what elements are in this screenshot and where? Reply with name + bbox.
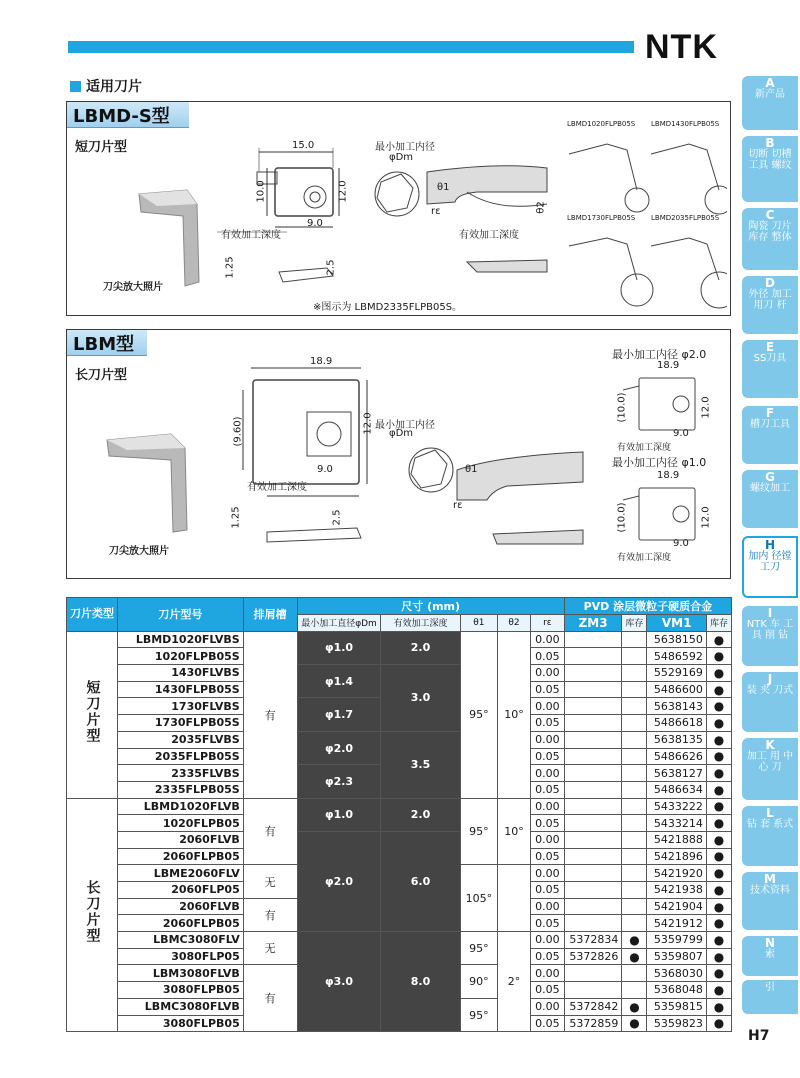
panel-subtitle: 长刀片型 [75, 368, 128, 383]
stock-dot: ● [706, 815, 731, 832]
type-cell: 长刀片型 [67, 798, 118, 1032]
re-cell: 0.00 [531, 998, 565, 1015]
chip-cell: 有 [243, 898, 297, 931]
chip-cell: 无 [243, 865, 297, 898]
model-cell: 2035FLVBS [118, 731, 244, 748]
zm3-code [564, 898, 622, 915]
zm3-code [564, 915, 622, 932]
tip-detail-drawing [397, 430, 587, 550]
index-tab-end[interactable]: 引 [742, 980, 798, 1014]
model-cell: LBMD1020FLVB [118, 798, 244, 815]
stock-dot: ● [706, 998, 731, 1015]
table-row: 短刀片型 LBMD1020FLVBS 有 φ1.0 2.0 95° 10° 0.00 5638150 ● [67, 631, 732, 648]
stock-dot: ● [622, 948, 647, 965]
col-dims: 尺寸 (mm) [297, 598, 564, 615]
stock-dot [622, 882, 647, 899]
table-row: LBME2060FLV 无 105° 0.00 5421920 ● [67, 865, 732, 882]
vm1-code: 5486618 [647, 715, 706, 732]
re-cell: 0.05 [531, 748, 565, 765]
model-cell: 1430FLPB05S [118, 681, 244, 698]
lbmd-s-panel: LBMD-S型 短刀片型 刀尖放大照片 15.0 10.0 12.0 9.0 有效加工深度 1.25 2.5 最小加工内径 φDm θ1 rε θ2 有效加工深度 ※图示为 LBMD2335FLPB05S。 LBMD1020FLPB05S LBMD1430FLPB05S LBMD1730FLPB05S LBMD2035FLPB05S [66, 101, 731, 316]
model-cell: LBME2060FLV [118, 865, 244, 882]
stock-dot [622, 898, 647, 915]
model-cell: 2335FLVBS [118, 765, 244, 782]
index-tab-e[interactable]: E SS刀具 [742, 340, 798, 398]
model-cell: 1020FLPB05 [118, 815, 244, 832]
vm1-code: 5368030 [647, 965, 706, 982]
tip-detail-drawing [357, 142, 557, 292]
vm1-code: 5421912 [647, 915, 706, 932]
stock-dot [622, 848, 647, 865]
stock-dot: ● [706, 948, 731, 965]
stock-dot: ● [622, 932, 647, 949]
stock-dot: ● [706, 698, 731, 715]
stock-dot: ● [706, 982, 731, 999]
index-tab-c[interactable]: C 陶瓷 刀片 库存 整体 [742, 208, 798, 270]
vm1-code: 5421888 [647, 831, 706, 848]
vm1-code: 5359807 [647, 948, 706, 965]
model-cell: 3080FLPB05 [118, 982, 244, 999]
re-cell: 0.00 [531, 731, 565, 748]
stock-dot: ● [706, 631, 731, 648]
square-bullet-icon [70, 81, 81, 92]
re-cell: 0.00 [531, 698, 565, 715]
stock-dot: ● [706, 848, 731, 865]
chip-cell: 有 [243, 965, 297, 1032]
stock-dot [622, 815, 647, 832]
stock-dot: ● [706, 898, 731, 915]
stock-dot: ● [706, 965, 731, 982]
depth-cell: 3.5 [381, 731, 460, 798]
index-tab-n[interactable]: N 索 [742, 936, 798, 976]
re-cell: 0.05 [531, 781, 565, 798]
stock-dot [622, 865, 647, 882]
model-cell: 1730FLPB05S [118, 715, 244, 732]
min-dia-cell: φ1.0 [297, 631, 381, 664]
insert-drawing-top [237, 360, 387, 550]
insert-photo [127, 182, 217, 292]
re-cell: 0.05 [531, 882, 565, 899]
zm3-code [564, 982, 622, 999]
min-dia-cell: φ2.3 [297, 765, 381, 798]
insert-spec-table: 刀片类型 刀片型号 排屑槽 尺寸 (mm) PVD 涂层微粒子硬质合金 最小加工直径φDm 有效加工深度 θ1 θ2 rε ZM3 库存 VM1 库存 短刀片型 LBMD1020FLVBS 有 φ1.0 2.0 95° 10° 0.00 5638150 ● 1020FLPB05S 0.05 5486592 ● 1430FLVBS φ1.4 3.0 0.00 5529169 ● 1430FLPB05S 0.05 5486600 ● 1730FLVBS φ1.7 0.00 5638143 ● 1730FLPB05S 0.05 5486618 ● 2035FLVBS φ2.0 3.5 0.00 5638135 ● 2035FLPB05S 0.05 5486626 ● 2335FLVBS φ2.3 0.00 5638127 ● 2335FLPB05S 0.05 5486634 ● 长刀片型 LBMD1020FLVB 有 φ1.0 2.0 95° 10° 0.00 5433222 ● 1020FLPB05 0.05 5433214 ● 2060FLVB φ2.0 6.0 0.00 5421888 ● 2060FLPB05 0.05 5421896 ● LBME2060FLV 无 105° 0.00 5421920 ● 2060FLP05 0.05 5421938 ● 2060FLVB 有 0.00 5421904 ● 2060FLPB05 0.05 5421912 ● LBMC3080FLV 无 φ3.0 8.0 95° 2° 0.00 5372834 ● 5359799 ● 3080FLP05 0.05 5372826 ● 5359807 ● LBM3080FLVB 有 90° 0.00 5368030 ● 3080FLPB05 0.05 5368048 ● LBMC3080FLVB 95° 0.00 5372842 ● 5359815 ● 3080FLPB05 0.05 5372859 ● 5359823 ● [66, 597, 732, 1032]
stock-dot [622, 915, 647, 932]
depth-cell: 2.0 [381, 631, 460, 664]
model-cell: 2035FLPB05S [118, 748, 244, 765]
index-tab-m[interactable]: M 技术资料 [742, 872, 798, 930]
header-bar [68, 41, 634, 53]
model-cell: LBMD1020FLVBS [118, 631, 244, 648]
table-row: LBMC3080FLVB 95° 0.00 5372842 ● 5359815 ● [67, 998, 732, 1015]
col-pvd: PVD 涂层微粒子硬质合金 [564, 598, 731, 615]
model-cell: 2060FLPB05 [118, 915, 244, 932]
vm1-code: 5529169 [647, 665, 706, 682]
panel-title: LBMD-S型 [67, 102, 189, 128]
model-cell: 3080FLP05 [118, 948, 244, 965]
table-row [67, 731, 732, 748]
min-dia-cell: φ1.4 [297, 665, 381, 698]
index-tab-j[interactable]: J 装 夹 刀式 [742, 672, 798, 732]
stock-dot [622, 831, 647, 848]
model-cell: 2060FLVB [118, 831, 244, 848]
figure-note: ※图示为 LBMD2335FLPB05S。 [313, 302, 463, 313]
index-tab-h[interactable]: H 加内 径镗 工刀 [742, 536, 798, 598]
stock-dot: ● [706, 1015, 731, 1032]
model-cell: 2335FLPB05S [118, 781, 244, 798]
re-cell: 0.05 [531, 915, 565, 932]
re-cell: 0.05 [531, 1015, 565, 1032]
vm1-code: 5486634 [647, 781, 706, 798]
vm1-code: 5486600 [647, 681, 706, 698]
re-cell: 0.00 [531, 631, 565, 648]
min-dia-cell: φ2.0 [297, 831, 381, 931]
index-tab-a[interactable]: A 新产品 [742, 76, 798, 130]
stock-dot: ● [622, 1015, 647, 1032]
zm3-code: 5372842 [564, 998, 622, 1015]
col-type: 刀片类型 [67, 598, 118, 632]
table-row: 长刀片型 LBMD1020FLVB 有 φ1.0 2.0 95° 10° 0.00 5433222 ● [67, 798, 732, 815]
vm1-code: 5421920 [647, 865, 706, 882]
re-cell: 0.00 [531, 798, 565, 815]
lbm-panel: LBM型 长刀片型 刀尖放大照片 18.9 (9.60) 12.0 9.0 有效加工深度 1.25 2.5 最小加工内径 φDm θ1 rε 最小加工内径 φ2.0 18.9 (10.0) 12.0 9.0 有效加工深度 最小加工内径 φ1.0 18.9 (10.0) 12.0 9.0 有效加工深度 [66, 329, 731, 579]
zm3-code [564, 815, 622, 832]
re-cell: 0.05 [531, 715, 565, 732]
min-dia-cell: φ1.0 [297, 798, 381, 831]
type-cell: 短刀片型 [67, 631, 118, 798]
vm1-code: 5638143 [647, 698, 706, 715]
vm1-code: 5486626 [647, 748, 706, 765]
index-tab-k[interactable]: K 加工 用 中 心 刀 [742, 738, 798, 800]
re-cell: 0.05 [531, 648, 565, 665]
table-row [67, 665, 732, 682]
panel-title: LBM型 [67, 330, 147, 356]
vm1-code: 5638127 [647, 765, 706, 782]
vm1-code: 5433222 [647, 798, 706, 815]
re-cell: 0.00 [531, 831, 565, 848]
insert-photo [101, 426, 201, 536]
photo-caption: 刀尖放大照片 [109, 546, 169, 557]
re-cell: 0.00 [531, 865, 565, 882]
stock-dot: ● [706, 781, 731, 798]
chip-cell: 有 [243, 631, 297, 798]
model-cell: LBMC3080FLVB [118, 998, 244, 1015]
re-cell: 0.05 [531, 848, 565, 865]
model-cell: LBM3080FLVB [118, 965, 244, 982]
stock-dot: ● [706, 715, 731, 732]
vm1-code: 5368048 [647, 982, 706, 999]
vm1-code: 5421904 [647, 898, 706, 915]
index-tab-l[interactable]: L 钻 套 系式 [742, 806, 798, 866]
depth-cell: 6.0 [381, 831, 460, 931]
re-cell: 0.05 [531, 681, 565, 698]
photo-caption: 刀尖放大照片 [103, 282, 163, 293]
stock-dot: ● [706, 932, 731, 949]
stock-dot [622, 965, 647, 982]
stock-dot: ● [706, 665, 731, 682]
re-cell: 0.00 [531, 965, 565, 982]
stock-dot [622, 982, 647, 999]
stock-dot: ● [706, 865, 731, 882]
vm1-code: 5638135 [647, 731, 706, 748]
variant-thumbnails [567, 130, 727, 310]
table-row [67, 831, 732, 848]
model-cell: 2060FLVB [118, 898, 244, 915]
zm3-code: 5372834 [564, 932, 622, 949]
re-cell: 0.05 [531, 982, 565, 999]
vm1-code: 5359815 [647, 998, 706, 1015]
model-cell: 2060FLP05 [118, 882, 244, 899]
vm1-code: 5486592 [647, 648, 706, 665]
model-cell: 1730FLVBS [118, 698, 244, 715]
stock-dot: ● [622, 998, 647, 1015]
index-tab-b[interactable]: B 切断 切槽 工具 螺纹 [742, 136, 798, 202]
stock-dot [622, 798, 647, 815]
model-cell: LBMC3080FLV [118, 932, 244, 949]
stock-dot: ● [706, 831, 731, 848]
zm3-code [564, 882, 622, 899]
zm3-code [564, 831, 622, 848]
depth-cell: 3.0 [381, 665, 460, 732]
stock-dot: ● [706, 765, 731, 782]
zm3-code [564, 798, 622, 815]
min-dia-cell: φ1.7 [297, 698, 381, 731]
min-dia-cell: φ2.0 [297, 731, 381, 764]
panel-subtitle: 短刀片型 [75, 140, 128, 155]
vm1-code: 5359799 [647, 932, 706, 949]
re-cell: 0.05 [531, 948, 565, 965]
col-model: 刀片型号 [118, 598, 244, 632]
page-number: H7 [748, 1028, 770, 1044]
vm1-code: 5359823 [647, 1015, 706, 1032]
re-cell: 0.00 [531, 898, 565, 915]
model-cell: 3080FLPB05 [118, 1015, 244, 1032]
stock-dot: ● [706, 915, 731, 932]
stock-dot: ● [706, 882, 731, 899]
re-cell: 0.00 [531, 932, 565, 949]
index-tab-g[interactable]: G 螺纹加工 [742, 470, 798, 528]
depth-cell: 2.0 [381, 798, 460, 831]
zm3-code [564, 848, 622, 865]
small-insert-drawings [619, 370, 709, 550]
stock-dot: ● [706, 731, 731, 748]
zm3-code: 5372859 [564, 1015, 622, 1032]
chip-cell: 无 [243, 932, 297, 965]
index-tab-f[interactable]: F 槽刀工具 [742, 406, 798, 464]
zm3-code [564, 865, 622, 882]
stock-dot: ● [706, 798, 731, 815]
index-tab-d[interactable]: D 外径 加工 用刀 杆 [742, 276, 798, 334]
stock-dot: ● [706, 748, 731, 765]
zm3-code: 5372826 [564, 948, 622, 965]
stock-dot: ● [706, 681, 731, 698]
model-cell: 1430FLVBS [118, 665, 244, 682]
col-chip: 排屑槽 [243, 598, 297, 632]
vm1-code: 5421896 [647, 848, 706, 865]
ntk-logo: NTK [645, 28, 718, 66]
vm1-code: 5638150 [647, 631, 706, 648]
re-cell: 0.00 [531, 765, 565, 782]
re-cell: 0.00 [531, 665, 565, 682]
chip-cell: 有 [243, 798, 297, 865]
index-tab-i[interactable]: I NTK 车 工 具 削 钻 [742, 606, 798, 666]
zm3-code [564, 965, 622, 982]
min-dia-cell: φ3.0 [297, 932, 381, 1032]
table-row: LBM3080FLVB 有 90° 0.00 5368030 ● [67, 965, 732, 982]
re-cell: 0.05 [531, 815, 565, 832]
model-cell: 2060FLPB05 [118, 848, 244, 865]
section-title: 适用刀片 [70, 76, 142, 96]
vm1-code: 5421938 [647, 882, 706, 899]
depth-cell: 8.0 [381, 932, 460, 1032]
vm1-code: 5433214 [647, 815, 706, 832]
table-row: LBMC3080FLV 无 φ3.0 8.0 95° 2° 0.00 5372834 ● 5359799 ● [67, 932, 732, 949]
model-cell: 1020FLPB05S [118, 648, 244, 665]
stock-dot: ● [706, 648, 731, 665]
